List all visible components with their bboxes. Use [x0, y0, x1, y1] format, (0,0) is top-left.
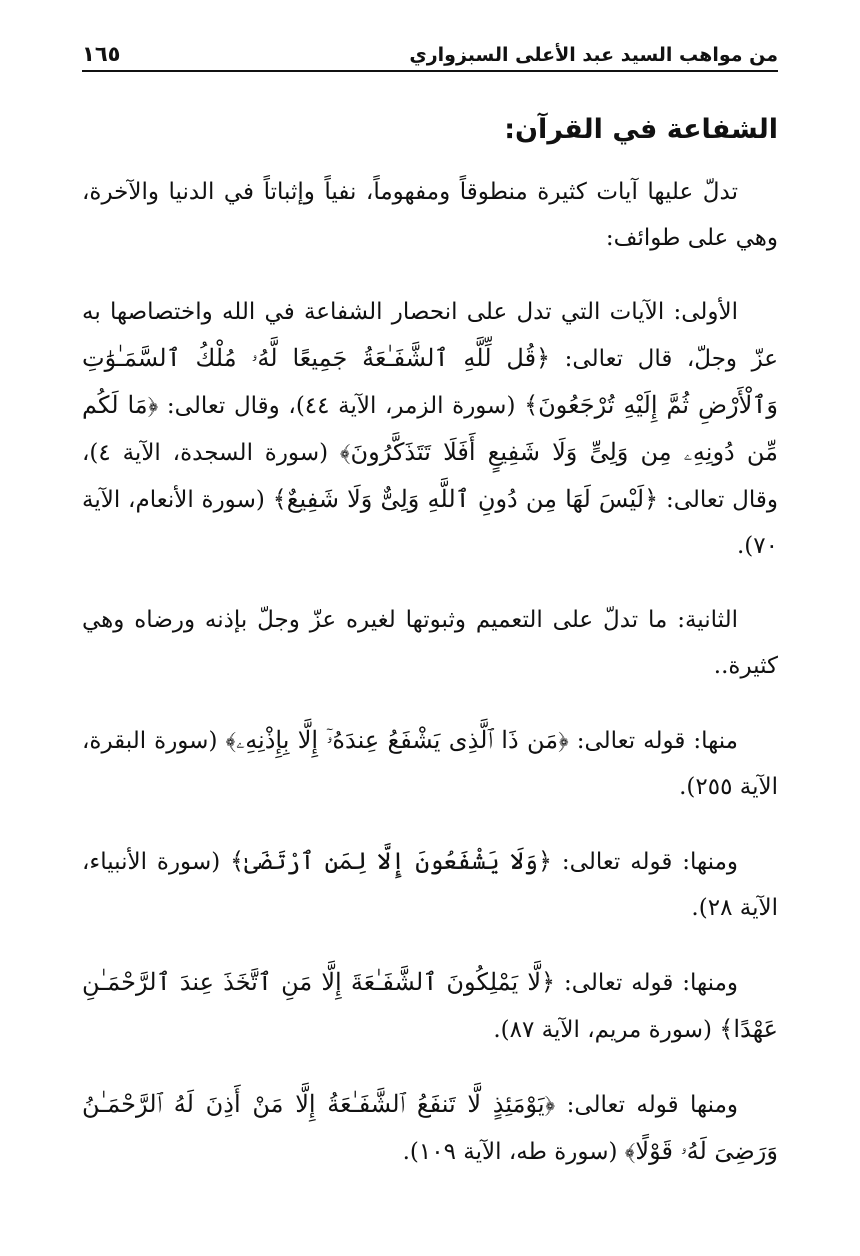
paragraph	[82, 169, 778, 261]
quran-verse: ﴿لَيْسَ لَهَا مِن دُونِ ٱللَّهِ وَلِىٌّ وَلَا شَفِيعٌ﴾	[272, 485, 659, 514]
page-number: ١٦٥	[82, 42, 121, 66]
paragraph-text: (سورة البقرة، الآية ٢٥٥).	[82, 728, 778, 801]
paragraph-text: (سورة الأنبياء، الآية ٢٨).	[82, 849, 778, 922]
section-heading: الشفاعة في القرآن:	[504, 114, 778, 145]
paragraph-text: ومنها: قوله تعالى:	[552, 849, 738, 876]
paragraph-text: (سورة السجدة، الآية ٤)، وقال تعالى:	[82, 440, 779, 514]
paragraph-text: منها: قوله تعالى:	[568, 728, 739, 755]
paragraph-text: الثانية: ما تدلّ على التعميم وثبوتها لغيره عزّ وجلّ بإذنه ورضاه وهي كثيرة..	[82, 607, 778, 680]
paragraph-text: (سورة الزمر، الآية ٤٤)، وقال تعالى:	[158, 393, 525, 420]
paragraph	[82, 597, 778, 689]
body-text	[82, 169, 778, 1175]
running-header	[82, 30, 778, 72]
quran-verse: ﴿لَّا يَمْلِكُونَ ٱلشَّفَـٰعَةَ إِلَّا مَنِ ٱتَّخَذَ عِندَ ٱلرَّحْمَـٰنِ عَهْدًا﴾	[82, 968, 778, 1044]
paragraph-text: (سورة الأنعام، الآية ٧٠).	[82, 487, 778, 560]
running-title: من مواهب السيد عبد الأعلى السبزواري	[409, 44, 778, 66]
paragraph-text: (سورة طه، الآية ١٠٩).	[402, 1139, 625, 1166]
paragraph	[82, 717, 778, 810]
quran-verse: ﴿قُل لِّلَّهِ ٱلشَّفَـٰعَةُ جَمِيعًا لَّهُۥ مُلْكُ ٱلسَّمَـٰوَٰتِ وَٱلْأَرْضِ ثُمَّ إِلَيْهِ تُرْجَعُونَ﴾	[82, 344, 778, 420]
paragraph-text: ومنها: قوله تعالى:	[555, 970, 738, 997]
paragraph-text: (سورة مريم، الآية ٨٧).	[493, 1017, 720, 1044]
paragraph-text: تدلّ عليها آيات كثيرة منطوقاً ومفهوماً، نفياً وإثباتاً في الدنيا والآخرة، وهي على طوائف:	[82, 179, 778, 252]
quran-verse: ﴿مَا لَكُم مِّن دُونِهِۦ مِن وَلِىٍّ وَلَا شَفِيعٍ أَفَلَا تَتَذَكَّرُونَ﴾	[82, 391, 779, 467]
paragraph-text: الأولى: الآيات التي تدل على انحصار الشفاعة في الله واختصاصها به عزّ وجلّ، قال تعالى:	[82, 299, 778, 373]
paragraph	[82, 1081, 778, 1175]
paragraph	[82, 838, 778, 931]
quran-verse: ﴿مَن ذَا ٱلَّذِى يَشْفَعُ عِندَهُۥٓ إِلَّا بِإِذْنِهِۦ﴾	[225, 726, 569, 755]
quran-verse: ﴿يَوْمَئِذٍ لَّا تَنفَعُ ٱلشَّفَـٰعَةُ إِلَّا مَنْ أَذِنَ لَهُ ٱلرَّحْمَـٰنُ وَرَضِىَ لَهُۥ قَوْلًا﴾	[82, 1090, 778, 1166]
quran-verse: ﴿وَلَا يَشْفَعُونَ إِلَّا لِمَنِ ٱرْتَضَىٰ﴾	[230, 847, 553, 876]
paragraph	[82, 289, 778, 569]
paragraph	[82, 959, 778, 1053]
paragraph-text: ومنها قوله تعالى:	[555, 1092, 739, 1119]
